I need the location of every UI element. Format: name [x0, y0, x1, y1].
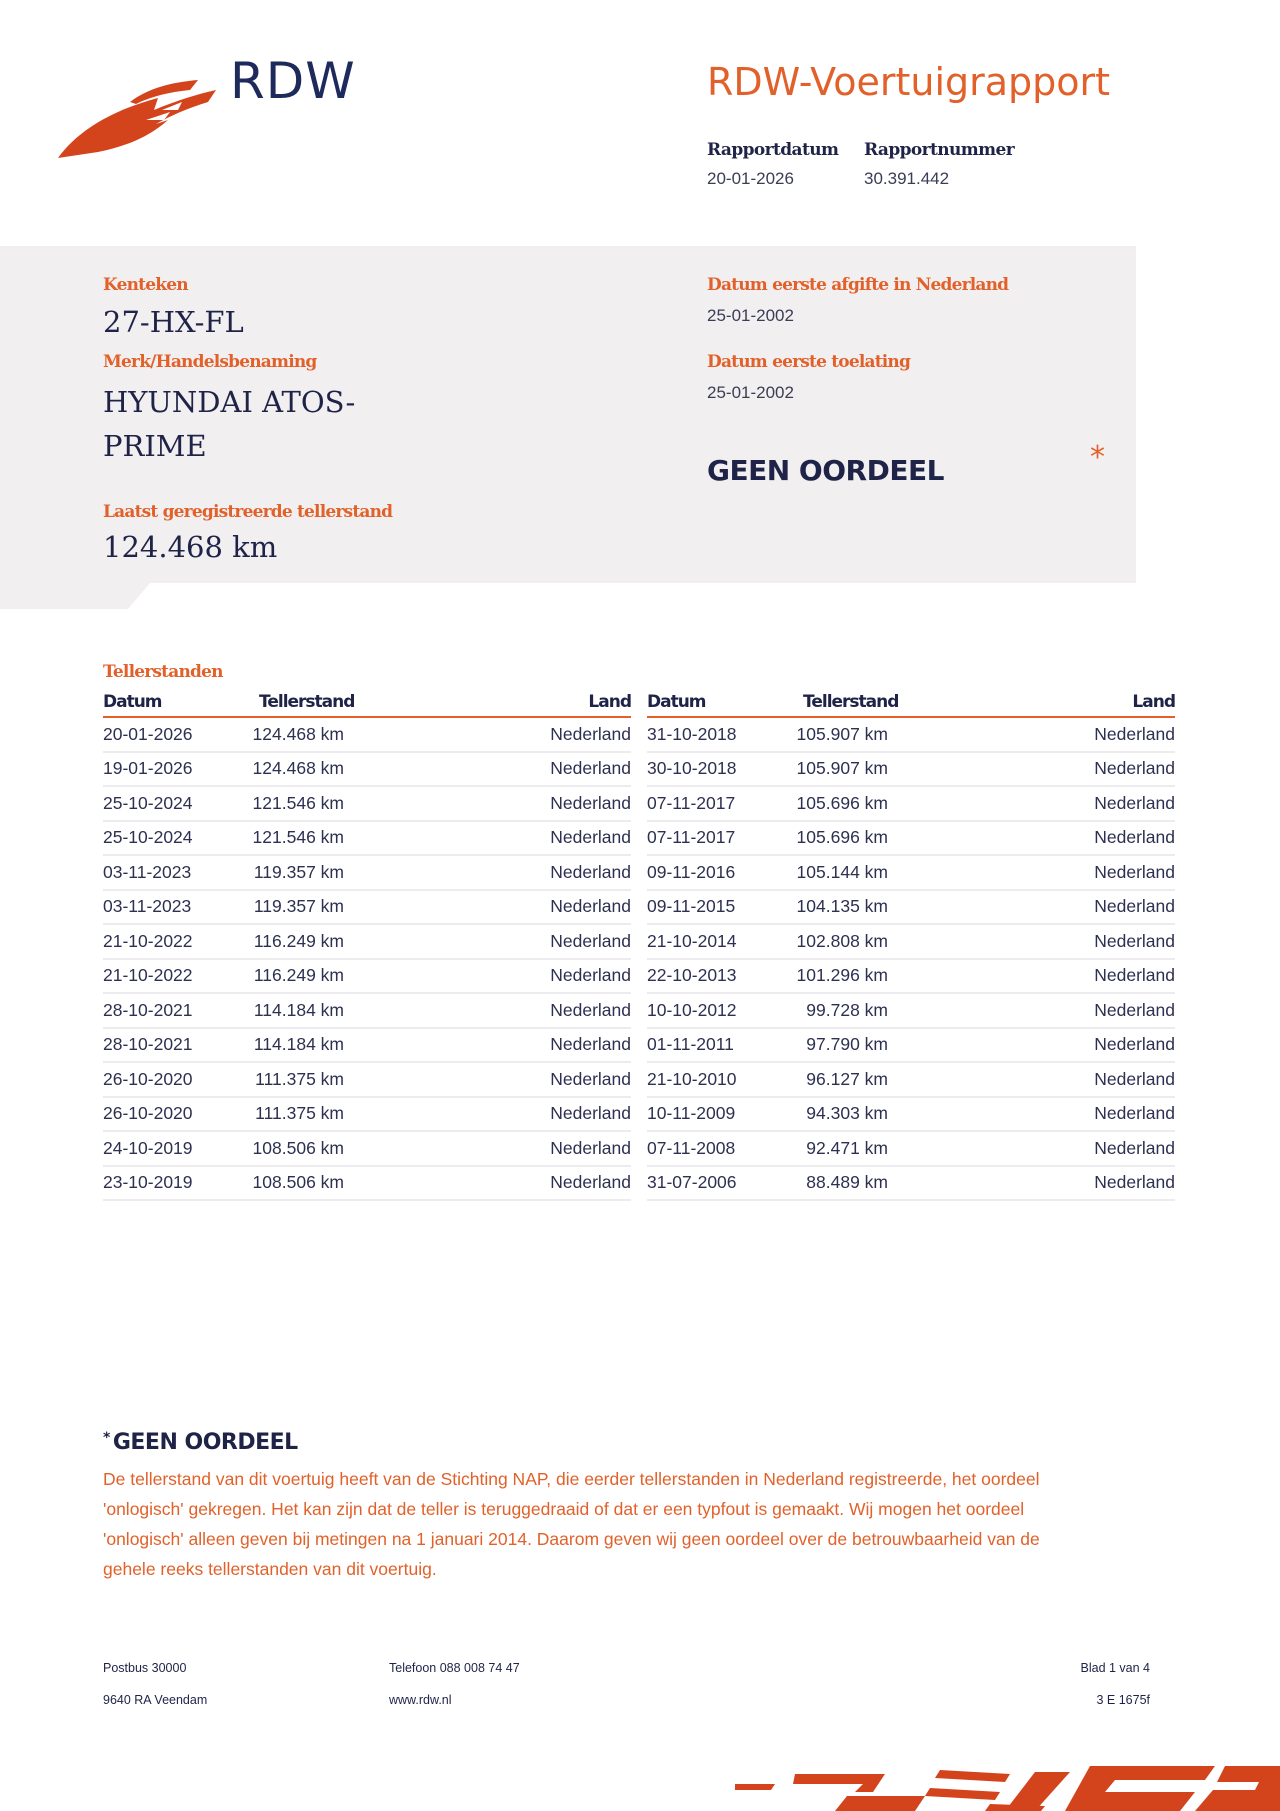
row-date: 31-10-2018: [647, 717, 787, 752]
row-date: 03-11-2023: [103, 890, 243, 925]
footnote-marker: *: [103, 1430, 110, 1446]
table-header-row: [103, 688, 631, 717]
row-odometer: 119.357 km: [243, 855, 449, 890]
footnote-title: [103, 1430, 298, 1455]
row-country: Nederland: [993, 717, 1175, 752]
table-row: [647, 1166, 1175, 1201]
tellerstand-value: 124.468 km: [103, 530, 278, 564]
row-date: 03-11-2023: [103, 855, 243, 890]
table-row: [647, 924, 1175, 959]
row-date: 20-01-2026: [103, 717, 243, 752]
table-row: [103, 1028, 631, 1063]
row-date: 09-11-2016: [647, 855, 787, 890]
row-date: 31-07-2006: [647, 1166, 787, 1201]
rapportnummer-label: Rapportnummer: [864, 140, 1015, 160]
tellerstanden-title: Tellerstanden: [103, 662, 223, 682]
table-row: [103, 959, 631, 994]
row-date: 25-10-2024: [103, 821, 243, 856]
row-date: 21-10-2014: [647, 924, 787, 959]
row-odometer: 96.127 km: [787, 1062, 993, 1097]
row-odometer: 94.303 km: [787, 1097, 993, 1132]
row-odometer: 88.489 km: [787, 1166, 993, 1201]
row-country: Nederland: [449, 752, 631, 787]
table-row: [647, 821, 1175, 856]
row-odometer: 105.696 km: [787, 786, 993, 821]
row-country: Nederland: [449, 1166, 631, 1201]
row-country: Nederland: [449, 1131, 631, 1166]
verdict-asterisk: *: [1090, 440, 1105, 475]
row-odometer: 104.135 km: [787, 890, 993, 925]
row-date: 30-10-2018: [647, 752, 787, 787]
table-row: [647, 993, 1175, 1028]
odometer-table-left: [103, 688, 631, 1201]
table-row: [647, 1062, 1175, 1097]
row-odometer: 116.249 km: [243, 924, 449, 959]
row-date: 25-10-2024: [103, 786, 243, 821]
row-date: 10-10-2012: [647, 993, 787, 1028]
rdw-logo-icon: [58, 80, 218, 162]
row-odometer: 105.696 km: [787, 821, 993, 856]
table-row: [647, 1131, 1175, 1166]
logo-text: RDW: [230, 52, 356, 110]
col-land-header: Land: [449, 688, 631, 717]
table-row: [103, 1097, 631, 1132]
row-odometer: 111.375 km: [243, 1062, 449, 1097]
col-tellerstand-header: Tellerstand: [243, 688, 449, 717]
afgifte-label: Datum eerste afgifte in Nederland: [707, 275, 1009, 295]
table-row: [647, 890, 1175, 925]
row-country: Nederland: [993, 821, 1175, 856]
row-country: Nederland: [993, 855, 1175, 890]
decorative-stripes-icon: [735, 1762, 1280, 1811]
row-date: 09-11-2015: [647, 890, 787, 925]
footer-phone: Telefoon 088 008 74 47: [389, 1661, 520, 1675]
table-row: [103, 752, 631, 787]
footnote-body: De tellerstand van dit voertuig heeft van de Stichting NAP, die eerder tellerstanden in Nederland registreerde, het oordeel 'onlogisch' gekregen. Het kan zijn dat de teller is teruggedraaid of dat er een typfout is gemaakt. Wij mogen het oordeel 'onlogisch' alleen geven bij metingen na 1 januari 2014. Daarom geven wij geen oordeel over de betrouwbaarheid van de gehele reeks tellerstanden van dit voertuig.: [103, 1469, 1040, 1579]
footer-code: 3 E 1675f: [1096, 1693, 1150, 1707]
table-row: [647, 786, 1175, 821]
row-country: Nederland: [993, 993, 1175, 1028]
row-date: 28-10-2021: [103, 993, 243, 1028]
row-odometer: 119.357 km: [243, 890, 449, 925]
row-country: Nederland: [449, 786, 631, 821]
row-odometer: 124.468 km: [243, 717, 449, 752]
row-country: Nederland: [993, 1166, 1175, 1201]
table-row: [103, 1166, 631, 1201]
row-odometer: 116.249 km: [243, 959, 449, 994]
merk-value-line2: PRIME: [103, 429, 207, 463]
row-odometer: 111.375 km: [243, 1097, 449, 1132]
row-country: Nederland: [993, 1131, 1175, 1166]
row-country: Nederland: [993, 959, 1175, 994]
verdict-text: GEEN OORDEEL: [707, 454, 944, 487]
row-odometer: 114.184 km: [243, 1028, 449, 1063]
row-odometer: 102.808 km: [787, 924, 993, 959]
row-date: 24-10-2019: [103, 1131, 243, 1166]
row-country: Nederland: [993, 1062, 1175, 1097]
table-row: [647, 855, 1175, 890]
col-datum-header: Datum: [103, 688, 243, 717]
row-odometer: 99.728 km: [787, 993, 993, 1028]
rapportnummer-value: 30.391.442: [864, 169, 950, 188]
row-date: 21-10-2022: [103, 959, 243, 994]
row-country: Nederland: [449, 924, 631, 959]
col-datum-header: Datum: [647, 688, 787, 717]
row-country: Nederland: [449, 1028, 631, 1063]
table-row: [103, 821, 631, 856]
row-odometer: 121.546 km: [243, 821, 449, 856]
row-date: 28-10-2021: [103, 1028, 243, 1063]
footer-address1: Postbus 30000: [103, 1661, 187, 1675]
row-odometer: 105.144 km: [787, 855, 993, 890]
table-header-row: [647, 688, 1175, 717]
row-date: 26-10-2020: [103, 1097, 243, 1132]
row-date: 07-11-2008: [647, 1131, 787, 1166]
row-country: Nederland: [449, 1097, 631, 1132]
row-date: 07-11-2017: [647, 821, 787, 856]
row-date: 23-10-2019: [103, 1166, 243, 1201]
row-country: Nederland: [449, 959, 631, 994]
table-row: [647, 717, 1175, 752]
row-country: Nederland: [449, 1062, 631, 1097]
row-country: Nederland: [993, 1028, 1175, 1063]
row-date: 07-11-2017: [647, 786, 787, 821]
row-country: Nederland: [449, 890, 631, 925]
row-odometer: 124.468 km: [243, 752, 449, 787]
merk-label: Merk/Handelsbenaming: [103, 352, 317, 372]
table-row: [103, 924, 631, 959]
rapportdatum-label: Rapportdatum: [707, 140, 839, 160]
afgifte-value: 25-01-2002: [707, 306, 794, 325]
row-date: 19-01-2026: [103, 752, 243, 787]
row-date: 26-10-2020: [103, 1062, 243, 1097]
row-date: 10-11-2009: [647, 1097, 787, 1132]
row-odometer: 105.907 km: [787, 752, 993, 787]
table-row: [647, 959, 1175, 994]
row-country: Nederland: [993, 786, 1175, 821]
table-row: [647, 1097, 1175, 1132]
footnote-title-text: GEEN OORDEEL: [112, 1430, 298, 1455]
table-row: [647, 752, 1175, 787]
kenteken-label: Kenteken: [103, 275, 188, 295]
row-odometer: 101.296 km: [787, 959, 993, 994]
col-tellerstand-header: Tellerstand: [787, 688, 993, 717]
tellerstand-label: Laatst geregistreerde tellerstand: [103, 502, 393, 522]
toelating-value: 25-01-2002: [707, 383, 794, 402]
odometer-table-right: [647, 688, 1175, 1201]
footer-address2: 9640 RA Veendam: [103, 1693, 208, 1707]
row-odometer: 108.506 km: [243, 1166, 449, 1201]
row-date: 21-10-2022: [103, 924, 243, 959]
row-odometer: 105.907 km: [787, 717, 993, 752]
table-row: [647, 1028, 1175, 1063]
panel-notch-shape: [0, 583, 150, 609]
kenteken-value: 27-HX-FL: [103, 305, 244, 339]
row-country: Nederland: [993, 752, 1175, 787]
row-country: Nederland: [993, 924, 1175, 959]
footer-page-number: Blad 1 van 4: [1080, 1661, 1150, 1675]
row-country: Nederland: [449, 821, 631, 856]
table-row: [103, 890, 631, 925]
row-date: 22-10-2013: [647, 959, 787, 994]
merk-value-line1: HYUNDAI ATOS-: [103, 385, 356, 419]
table-row: [103, 1131, 631, 1166]
report-title: RDW-Voertuigrapport: [707, 60, 1111, 104]
table-row: [103, 1062, 631, 1097]
row-odometer: 97.790 km: [787, 1028, 993, 1063]
table-row: [103, 717, 631, 752]
table-row: [103, 993, 631, 1028]
row-odometer: 108.506 km: [243, 1131, 449, 1166]
toelating-label: Datum eerste toelating: [707, 352, 911, 372]
rapportdatum-value: 20-01-2026: [707, 169, 794, 188]
row-date: 21-10-2010: [647, 1062, 787, 1097]
row-country: Nederland: [993, 1097, 1175, 1132]
row-country: Nederland: [449, 993, 631, 1028]
row-country: Nederland: [449, 855, 631, 890]
footer-website-link[interactable]: www.rdw.nl: [389, 1693, 452, 1707]
row-odometer: 114.184 km: [243, 993, 449, 1028]
row-date: 01-11-2011: [647, 1028, 787, 1063]
row-country: Nederland: [993, 890, 1175, 925]
table-row: [103, 855, 631, 890]
col-land-header: Land: [993, 688, 1175, 717]
row-country: Nederland: [449, 717, 631, 752]
row-odometer: 121.546 km: [243, 786, 449, 821]
table-row: [103, 786, 631, 821]
row-odometer: 92.471 km: [787, 1131, 993, 1166]
